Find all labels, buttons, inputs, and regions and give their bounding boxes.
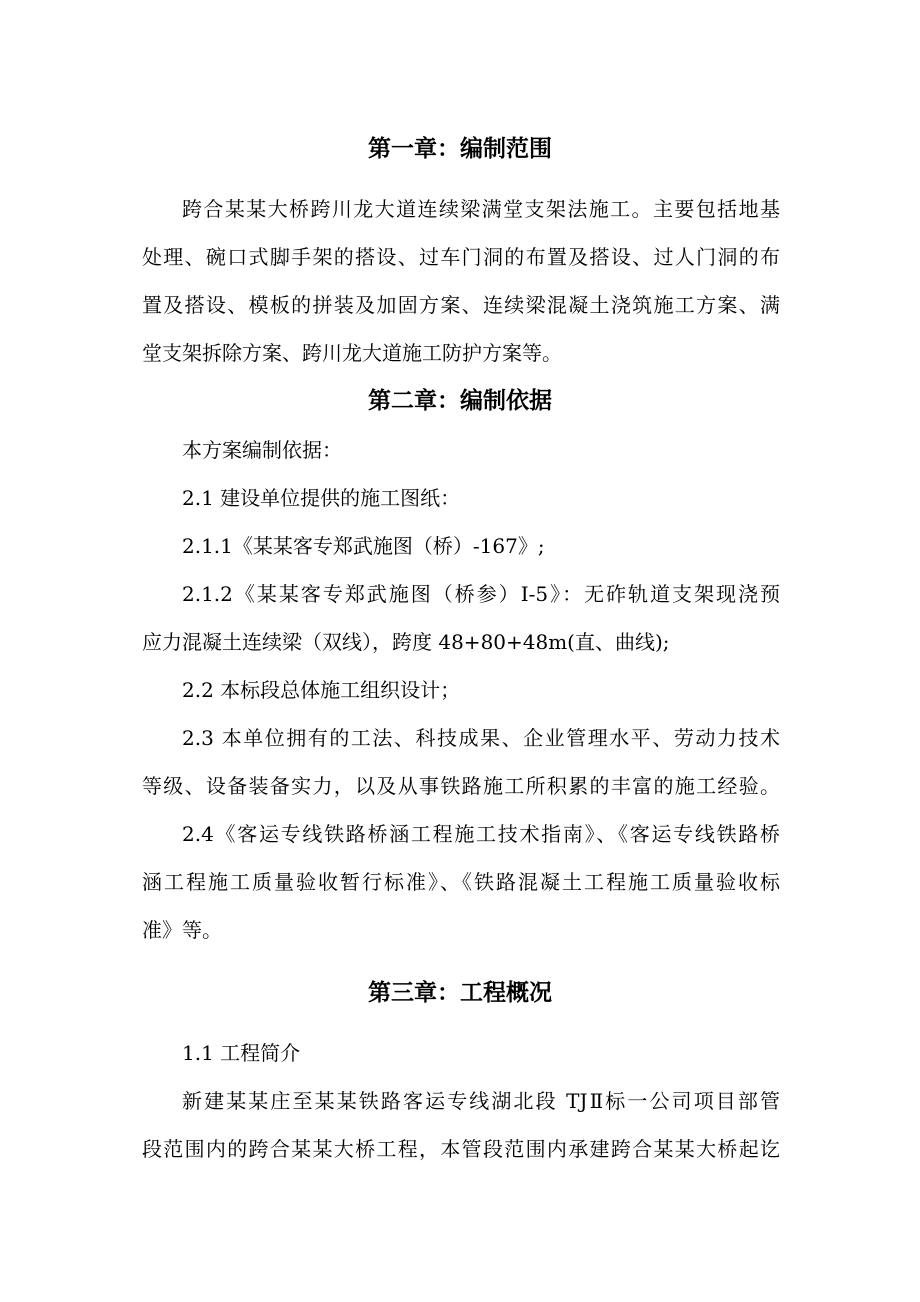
item-2-2: 2.2 本标段总体施工组织设计； xyxy=(182,678,461,702)
chapter3-line-2: 段范围内的跨合某某大桥工程，本管段范围内承建跨合某某大桥起讫 xyxy=(142,1137,780,1161)
section-1-1-title: 1.1 工程简介 xyxy=(182,1041,301,1065)
chapter1-title: 第一章：编制范围 xyxy=(368,135,552,162)
chapter1-line-4: 堂支架拆除方案、跨川龙大道施工防护方案等。 xyxy=(142,341,562,365)
chapter1-line-3: 置及搭设、模板的拼装及加固方案、连续梁混凝土浇筑施工方案、满 xyxy=(142,293,780,317)
chapter1-line-2: 处理、碗口式脚手架的搭设、过车门洞的布置及搭设、过人门洞的布 xyxy=(142,245,780,269)
item-2-1-2-line-1: 2.1.2《某某客专郑武施图（桥参）I-5》：无砟轨道支架现浇预 xyxy=(182,582,780,606)
item-2-4-line-1: 2.4《客运专线铁路桥涵工程施工技术指南》、《客运专线铁路桥 xyxy=(182,822,780,846)
chapter3-title: 第三章：工程概况 xyxy=(368,979,552,1006)
chapter2-title: 第二章：编制依据 xyxy=(368,387,552,414)
chapter2-intro: 本方案编制依据： xyxy=(182,438,342,462)
item-2-1: 2.1 建设单位提供的施工图纸： xyxy=(182,486,461,510)
item-2-4-line-3: 准》等。 xyxy=(142,918,222,942)
chapter3-line-1: 新建某某庄至某某铁路客运专线湖北段 TJⅡ标一公司项目部管 xyxy=(182,1089,780,1113)
item-2-1-2-line-2: 应力混凝土连续梁（双线），跨度 48+80+48m(直、曲线); xyxy=(142,630,670,654)
item-2-4-line-2: 涵工程施工质量验收暂行标准》、《铁路混凝土工程施工质量验收标 xyxy=(142,870,780,894)
item-2-3-line-2: 等级、设备装备实力，以及从事铁路施工所积累的丰富的施工经验。 xyxy=(142,774,780,798)
item-2-1-1: 2.1.1《某某客专郑武施图（桥）-167》; xyxy=(182,534,545,558)
item-2-3-line-1: 2.3 本单位拥有的工法、科技成果、企业管理水平、劳动力技术 xyxy=(182,726,780,750)
chapter1-line-1: 跨合某某大桥跨川龙大道连续梁满堂支架法施工。主要包括地基 xyxy=(182,197,780,221)
